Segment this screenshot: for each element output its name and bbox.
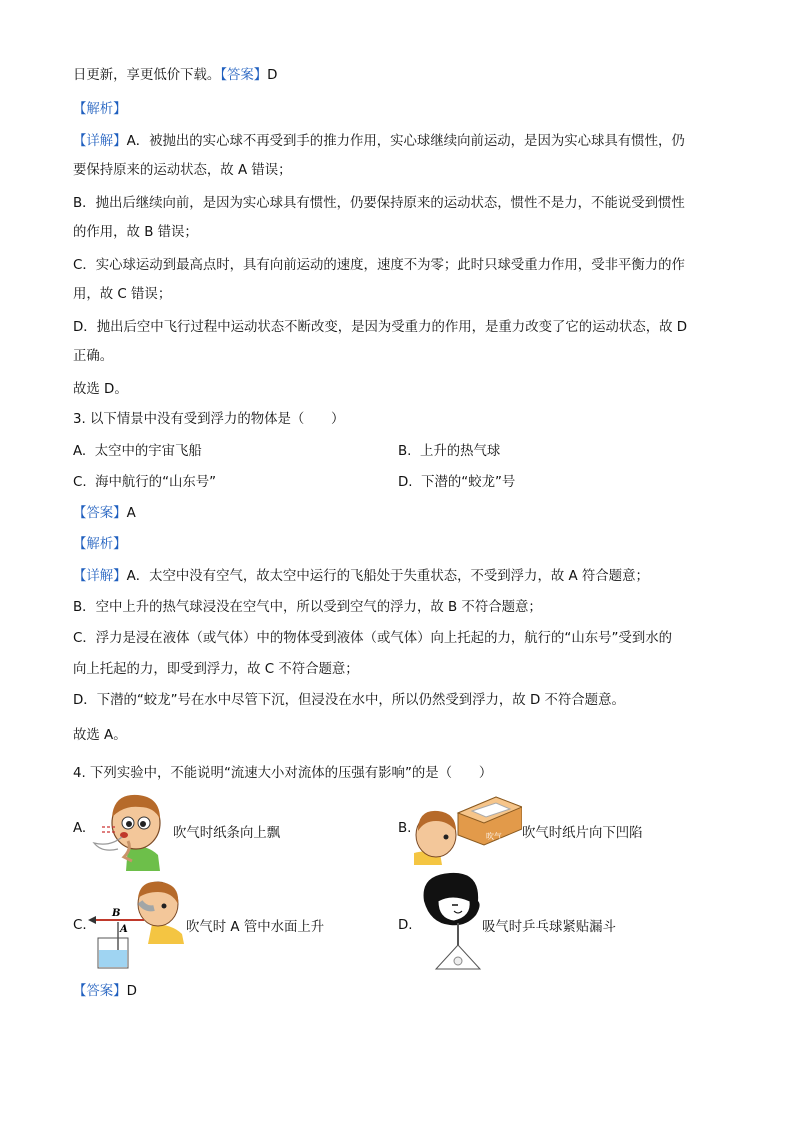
prev-line-7: 正确。	[73, 349, 114, 364]
q3-line-0: 【详解】A．太空中没有空气，故太空中运行的飞船处于失重状态，不受到浮力，故 A 符合题意；	[73, 569, 649, 584]
q3-option-c: C. 海中航行的“山东号”	[73, 475, 217, 490]
q3-stem: 3. 以下情景中没有受到浮力的物体是（ ）	[73, 412, 345, 427]
q4-option-d-caption: 吸气时乒乓球紧贴漏斗	[482, 920, 616, 935]
q3-option-b: B. 上升的热气球	[398, 444, 501, 459]
prev-analysis-tag: 【解析】	[73, 102, 127, 117]
prev-line-1: 要保持原来的运动状态，故 A 错误；	[73, 163, 292, 178]
q4-option-b-letter: B.	[398, 821, 412, 836]
q4-figure-b-boy-blowing-card	[410, 795, 522, 865]
q3-analysis-tag: 【解析】	[73, 537, 127, 552]
q4-figure-c-boy-blowing-tube	[88, 880, 186, 970]
prev-line-3: 的作用，故 B 错误；	[73, 225, 198, 240]
prev-line-6: D．抛出后空中飞行过程中运动状态不断改变，是因为受重力的作用，是重力改变了它的运动状态，故 D	[73, 320, 688, 335]
q4-option-d-letter: D.	[398, 918, 413, 933]
q4-option-c-caption: 吹气时 A 管中水面上升	[186, 920, 325, 935]
q4-option-c-letter: C.	[73, 918, 87, 933]
q3-line-1: B．空中上升的热气球浸没在空气中，所以受到空气的浮力，故 B 不符合题意；	[73, 600, 542, 615]
q3-line-2: C．浮力是浸在液体（或气体）中的物体受到液体（或气体）向上托起的力，航行的“山东号”受到水的	[73, 631, 673, 646]
q4-figure-c-label-b: B	[112, 908, 121, 919]
q4-stem: 4. 下列实验中，不能说明“流速大小对流体的压强有影响”的是（ ）	[73, 766, 493, 781]
q4-figure-a-boy-blowing-paper	[88, 787, 170, 871]
q4-option-a-caption: 吹气时纸条向上飘	[173, 826, 281, 841]
q3-answer: 【答案】A	[73, 506, 136, 521]
q4-option-a-letter: A.	[73, 821, 87, 836]
q4-figure-c-label-a: A	[120, 924, 128, 935]
prev-top-line: 日更新，享更低价下载。【答案】D	[73, 68, 278, 83]
q3-line-3: 向上托起的力，即受到浮力，故 C 不符合题意；	[73, 662, 359, 677]
prev-line-5: 用，故 C 错误；	[73, 287, 172, 302]
q3-option-a: A. 太空中的宇宙飞船	[73, 444, 202, 459]
q4-option-b-caption: 吹气时纸片向下凹陷	[522, 826, 643, 841]
q4-figure-b-box-label: 吹气	[486, 832, 502, 841]
q3-conclusion: 故选 A。	[73, 728, 127, 743]
q4-answer: 【答案】D	[73, 984, 137, 999]
prev-line-2: B．抛出后继续向前，是因为实心球具有惯性，仍要保持原来的运动状态，惯性不是力，不能说受到惯性	[73, 196, 685, 211]
prev-line-4: C．实心球运动到最高点时，具有向前运动的速度，速度不为零；此时只球受重力作用，受非平衡力的作	[73, 258, 685, 273]
prev-line-0: 【详解】A．被抛出的实心球不再受到手的推力作用，实心球继续向前运动，是因为实心球具有惯性，仍	[73, 134, 685, 149]
q3-option-d: D. 下潜的“蛟龙”号	[398, 475, 516, 490]
prev-conclusion: 故选 D。	[73, 382, 128, 397]
q3-line-4: D．下潜的“蛟龙”号在水中尽管下沉，但浸没在水中，所以仍然受到浮力，故 D 不符合题意。	[73, 693, 625, 708]
